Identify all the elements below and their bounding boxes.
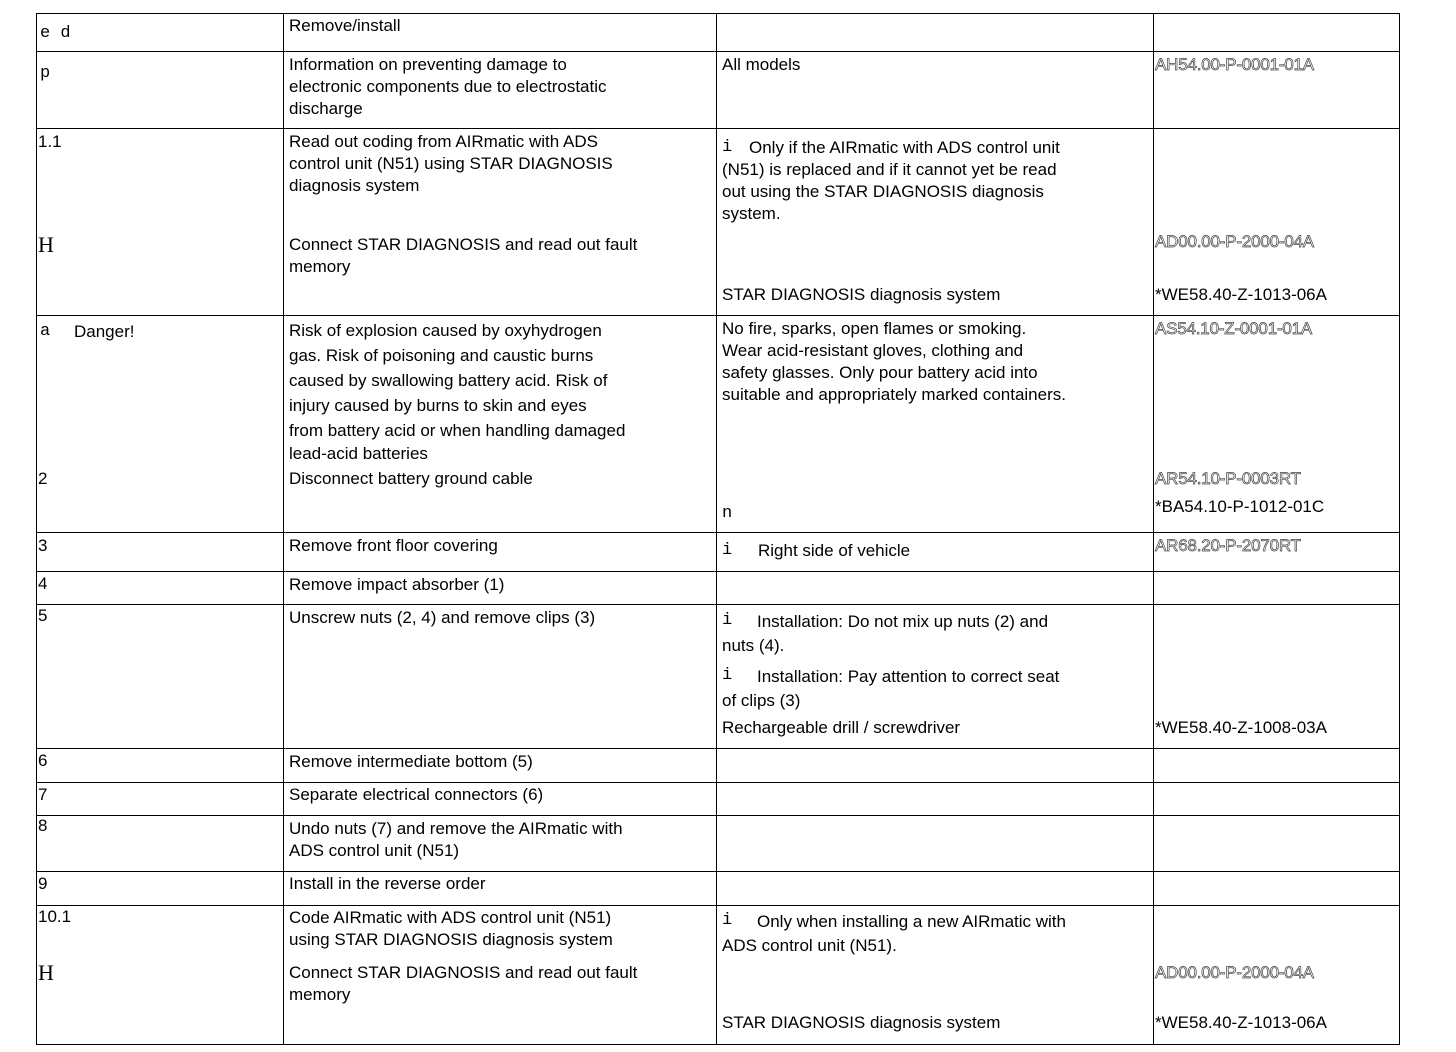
step-number: 3 — [38, 536, 48, 555]
step-text: Remove intermediate bottom (5) — [289, 752, 533, 771]
step-note: Right side of vehicle — [758, 541, 911, 560]
tool-name: STAR DIAGNOSIS diagnosis system — [722, 1013, 1001, 1032]
step-ref: AR68.20-P-2070RT — [1155, 536, 1301, 555]
info-icon: i — [722, 541, 733, 560]
step-text: Undo nuts (7) and remove the AIRmatic with ADS control unit (N51) — [289, 819, 623, 860]
step-number: 1.1 — [38, 132, 62, 151]
step-number: 5 — [38, 606, 48, 625]
step-text: Read out coding from AIRmatic with ADS control unit (N51) using STAR DIAGNOSIS diagnosis system — [289, 132, 613, 195]
procedure-table — [36, 13, 1400, 1045]
step-number: 2 — [38, 469, 48, 488]
info-icon: i — [722, 911, 733, 930]
step-text: Disconnect battery ground cable — [289, 469, 533, 488]
step-note: Only when installing a new AIRmatic with ADS control unit (N51). — [722, 912, 1066, 955]
step-text: Install in the reverse order — [289, 874, 486, 893]
tool-name: STAR DIAGNOSIS diagnosis system — [722, 285, 1001, 304]
step-number: 10.1 — [38, 907, 72, 926]
step-ref-2: *BA54.10-P-1012-01C — [1155, 497, 1325, 516]
sub-step-ref: AD00.00-P-2000-04A — [1155, 232, 1314, 251]
header-symbol: e d — [40, 24, 71, 43]
info-icon: i — [722, 138, 733, 157]
step-number: 8 — [38, 816, 48, 835]
step-text: Separate electrical connectors (6) — [289, 785, 544, 804]
tool-ref: *WE58.40-Z-1013-06A — [1155, 1013, 1327, 1032]
danger-ref: AS54.10-Z-0001-01A — [1155, 319, 1313, 338]
danger-text: Risk of explosion caused by oxyhydrogen gas. Risk of poisoning and caustic burns caused by swallowing battery acid. Risk of injury caused by burns to skin and eyes from battery acid or when handling damaged lead-acid batteries — [289, 321, 626, 463]
sub-step-text: Connect STAR DIAGNOSIS and read out fault memory — [289, 235, 638, 276]
esd-ref: AH54.00-P-0001-01A — [1155, 55, 1314, 74]
step-number: 6 — [38, 751, 48, 770]
step-text: Unscrew nuts (2, 4) and remove clips (3) — [289, 608, 596, 627]
sub-step-ref: AD00.00-P-2000-04A — [1155, 963, 1314, 982]
danger-label: Danger! — [74, 322, 135, 341]
esd-notes: All models — [722, 55, 801, 74]
note-icon: n — [722, 504, 733, 523]
tool-name: Rechargeable drill / screwdriver — [722, 718, 961, 737]
danger-notes: No fire, sparks, open flames or smoking. Wear acid-resistant gloves, clothing and safety glasses. Only pour battery acid into suitable and appropriately marked containers. — [722, 319, 1066, 404]
step-ref: AR54.10-P-0003RT — [1155, 469, 1301, 488]
installation-note-1: Installation: Do not mix up nuts (2) and nuts (4). — [722, 612, 1049, 655]
danger-icon: a — [40, 322, 51, 341]
diagnosis-icon: H — [38, 960, 54, 985]
step-number: 9 — [38, 874, 48, 893]
header-title: Remove/install — [289, 16, 401, 35]
esd-symbol: p — [40, 64, 51, 83]
step-text: Code AIRmatic with ADS control unit (N51) using STAR DIAGNOSIS diagnosis system — [289, 908, 613, 949]
step-text: Remove impact absorber (1) — [289, 575, 505, 594]
step-note: Only if the AIRmatic with ADS control unit (N51) is replaced and if it cannot yet be read out using the STAR DIAGNOSIS diagnosis system. — [722, 138, 1060, 223]
tool-ref: *WE58.40-Z-1008-03A — [1155, 718, 1327, 737]
installation-note-2: Installation: Pay attention to correct seat of clips (3) — [722, 667, 1060, 710]
info-icon: i — [722, 666, 733, 685]
esd-text: Information on preventing damage to electronic components due to electrostatic discharge — [289, 55, 607, 118]
step-text: Remove front floor covering — [289, 536, 498, 555]
diagnosis-icon: H — [38, 232, 54, 257]
step-number: 4 — [38, 574, 48, 593]
step-number: 7 — [38, 785, 48, 804]
sub-step-text: Connect STAR DIAGNOSIS and read out fault memory — [289, 963, 638, 1004]
tool-ref: *WE58.40-Z-1013-06A — [1155, 285, 1327, 304]
info-icon: i — [722, 611, 733, 630]
